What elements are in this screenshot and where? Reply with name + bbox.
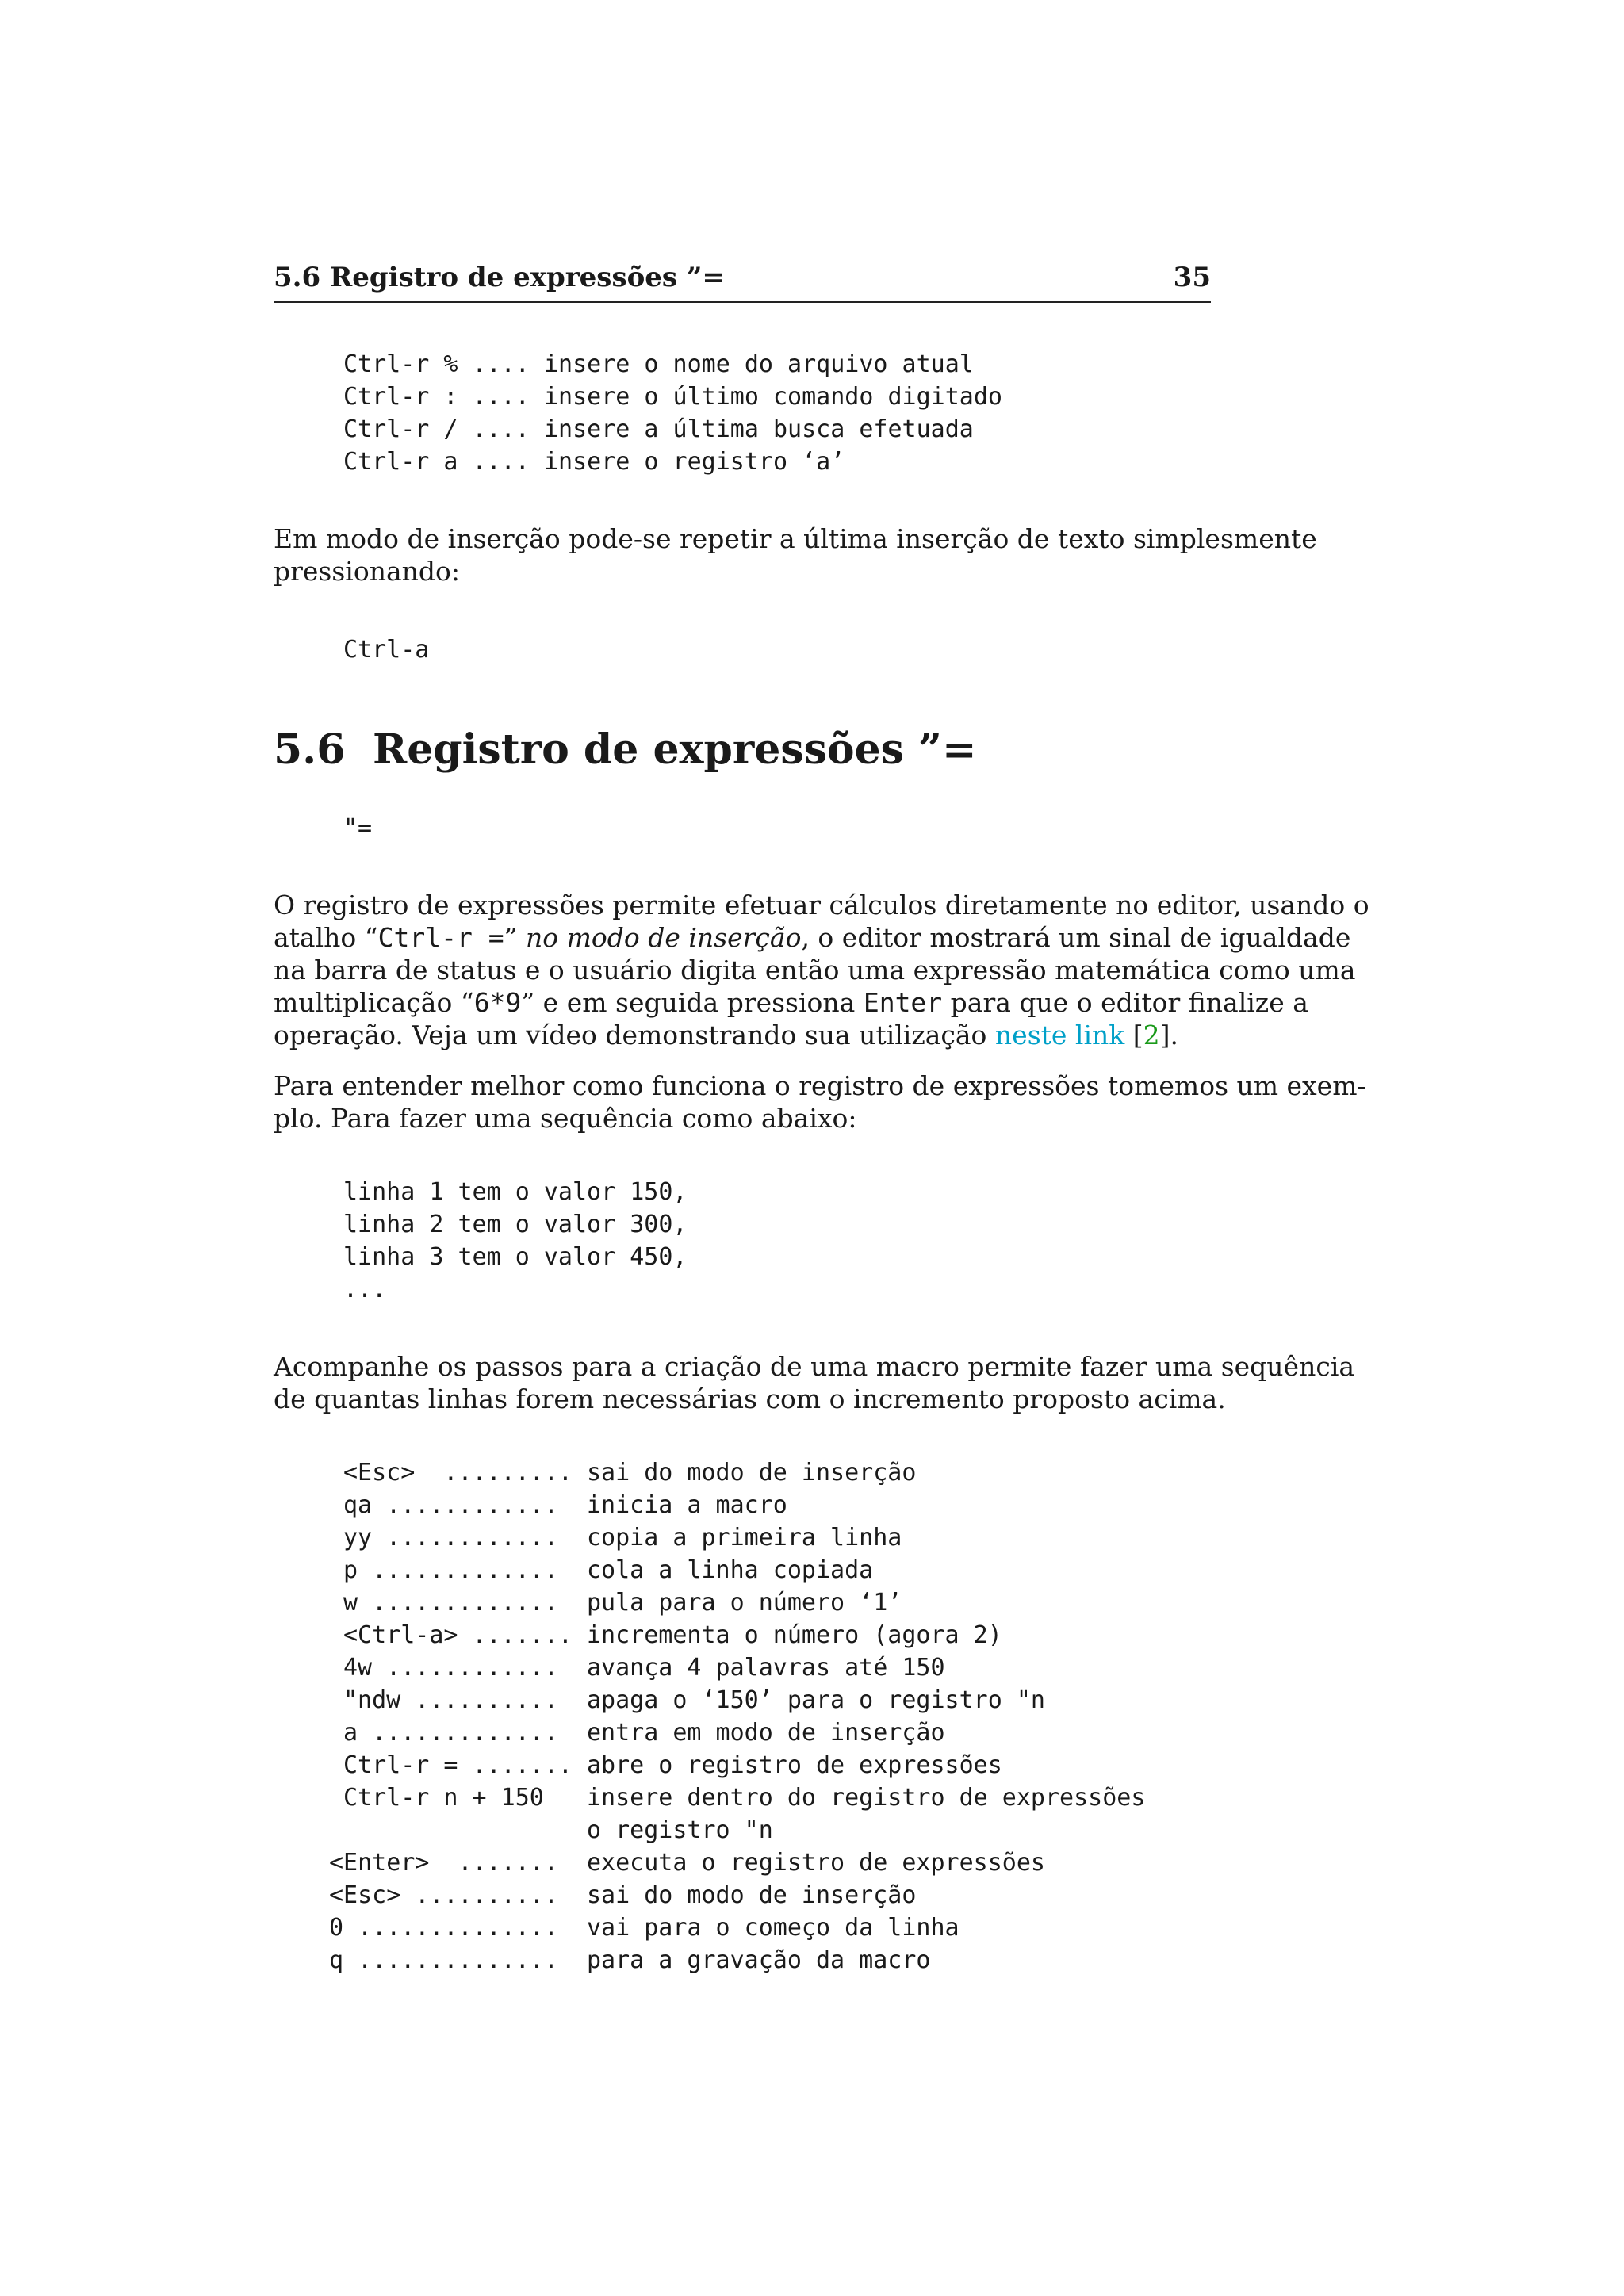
step-key: w ............. <box>343 1589 558 1617</box>
paragraph-line: O registro de expressões permite efetuar cálculos diretamente no editor, usando o <box>274 890 1369 920</box>
code-line <box>343 350 530 378</box>
code-desc: insere o último comando digitado <box>544 383 1002 411</box>
paragraph-line <box>274 1020 1211 1050</box>
section-heading <box>274 725 977 774</box>
step-key: a ............. <box>343 1719 558 1747</box>
code-line <box>544 415 974 443</box>
inline-code: Enter <box>863 987 943 1018</box>
paragraph-line: Acompanhe os passos para a criação de uma macro permite fazer uma sequência <box>274 1351 1355 1382</box>
text-run: operação. Veja um vídeo demonstrando sua utilização <box>274 1020 995 1050</box>
code-line <box>343 383 530 411</box>
text-run: , o editor mostrará um sinal de igualdade <box>801 922 1351 953</box>
section-title: Registro de expressões ”= <box>373 725 977 774</box>
code-line: linha 3 tem o valor 450, <box>343 1243 688 1271</box>
code-ctrl-a: Ctrl-a <box>343 636 430 664</box>
step-desc: para a gravação da macro <box>587 1946 931 1974</box>
citation-link[interactable]: 2 <box>1143 1020 1160 1050</box>
step-desc: copia a primeira linha <box>587 1524 902 1552</box>
paragraph-line <box>274 987 1308 1018</box>
code-line: linha 1 tem o valor 150, <box>343 1178 688 1206</box>
paragraph-line: Para entender melhor como funciona o registro de expressões tomemos um exem- <box>274 1070 1366 1101</box>
step-key: Ctrl-r = ....... <box>343 1751 573 1779</box>
step-desc: apaga o ‘150’ para o registro "n <box>587 1686 1045 1714</box>
code-line: ... <box>343 1276 387 1303</box>
code-line <box>343 448 530 476</box>
text-run: [ <box>1124 1020 1143 1050</box>
paragraph-line: pressionando: <box>274 556 461 587</box>
step-desc: vai para o começo da linha <box>587 1914 959 1942</box>
step-desc: entra em modo de inserção <box>587 1719 945 1747</box>
section-number: 5.6 <box>274 725 346 774</box>
step-key: yy ............ <box>343 1524 558 1552</box>
step-key: <Esc> .......... <box>329 1881 558 1909</box>
code-desc: insere o nome do arquivo atual <box>544 350 974 378</box>
paragraph-line: plo. Para fazer uma sequência como abaixo: <box>274 1103 857 1134</box>
code-key: Ctrl-r % .... <box>343 350 530 378</box>
italic-text: no modo de inserção <box>525 922 802 953</box>
step-key: <Enter> ....... <box>329 1849 558 1877</box>
inline-code: 6*9 <box>473 987 522 1018</box>
step-key: qa ............ <box>343 1491 558 1519</box>
step-key: 4w ............ <box>343 1654 558 1682</box>
step-desc: avança 4 palavras até 150 <box>587 1654 945 1682</box>
text-run: ” <box>504 922 526 953</box>
page-number: 35 <box>1173 262 1211 293</box>
video-link[interactable]: neste link <box>994 1020 1125 1050</box>
step-desc: pula para o número ‘1’ <box>587 1589 902 1617</box>
text-run: para que o editor finalize a <box>942 987 1308 1018</box>
step-desc: o registro "n <box>587 1816 773 1844</box>
step-key: p ............. <box>343 1556 558 1584</box>
code-line: linha 2 tem o valor 300, <box>343 1211 688 1238</box>
code-desc: insere a última busca efetuada <box>544 415 974 443</box>
step-desc: cola a linha copiada <box>587 1556 874 1584</box>
code-key: Ctrl-r a .... <box>343 448 530 476</box>
step-desc: sai do modo de inserção <box>587 1459 917 1487</box>
code-key: Ctrl-r / .... <box>343 415 530 443</box>
code-key: Ctrl-r : .... <box>343 383 530 411</box>
step-desc: abre o registro de expressões <box>587 1751 1002 1779</box>
step-desc: inicia a macro <box>587 1491 787 1519</box>
code-line <box>544 350 974 378</box>
code-line <box>544 383 1002 411</box>
step-desc: incrementa o número (agora 2) <box>587 1621 1002 1649</box>
step-key: 0 .............. <box>329 1914 558 1942</box>
running-header <box>274 262 1211 303</box>
step-key: "ndw .......... <box>343 1686 558 1714</box>
paragraph-line <box>274 922 1351 953</box>
paragraph-line: na barra de status e o usuário digita então uma expressão matemática como uma <box>274 955 1356 985</box>
text-run: multiplicação “ <box>274 987 474 1018</box>
text-run: atalho “ <box>274 922 378 953</box>
step-desc: insere dentro do registro de expressões <box>587 1784 1146 1812</box>
header-section-title: 5.6 Registro de expressões ”= <box>274 262 725 293</box>
code-line <box>544 448 845 476</box>
step-desc: executa o registro de expressões <box>587 1849 1045 1877</box>
text-run: ” e em seguida pressiona <box>521 987 864 1018</box>
step-desc: sai do modo de inserção <box>587 1881 917 1909</box>
code-line <box>343 415 530 443</box>
code-desc: insere o registro ‘a’ <box>544 448 845 476</box>
step-key: <Ctrl-a> ....... <box>343 1621 573 1649</box>
code-eq: "= <box>343 814 373 842</box>
paragraph-line: Em modo de inserção pode-se repetir a última inserção de texto simplesmente <box>274 523 1317 554</box>
paragraph-line: de quantas linhas forem necessárias com o incremento proposto acima. <box>274 1383 1226 1414</box>
text-run: ]. <box>1159 1020 1179 1050</box>
step-key: Ctrl-r n + 150 <box>343 1784 544 1812</box>
inline-code: Ctrl-r = <box>377 922 504 953</box>
step-key: q .............. <box>329 1946 558 1974</box>
step-key: <Esc> ......... <box>343 1459 573 1487</box>
